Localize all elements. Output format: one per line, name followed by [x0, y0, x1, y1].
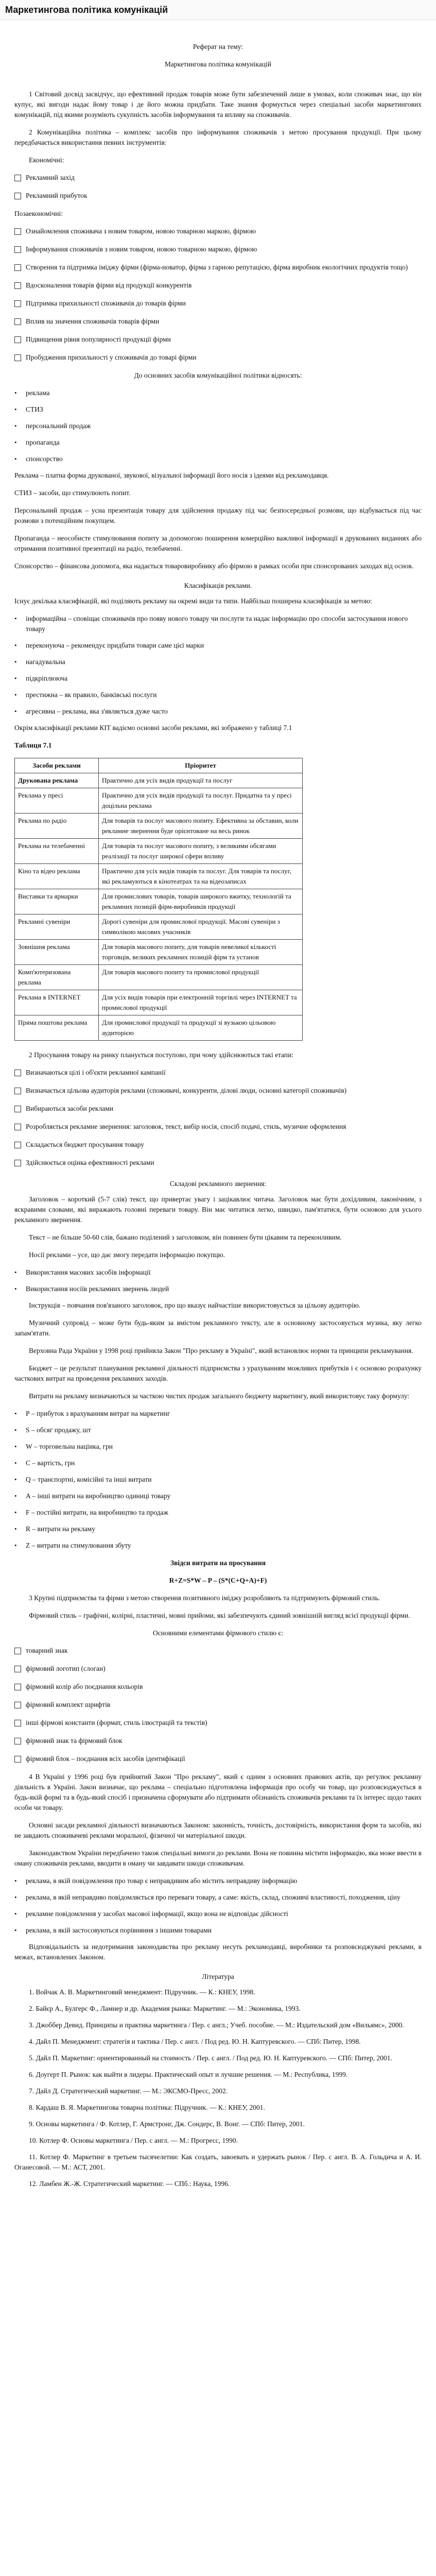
list-item: [14, 454, 422, 464]
list-item-text: Вплив на значення споживачів товарів фірми: [26, 317, 160, 325]
reference-item: 4. Дайл П. Менеджмент: стратегія и тактика / Пер. с англ. / Под ред. Ю. Н. Каптуревского. — СПб: Питер, 1998.: [29, 2038, 361, 2045]
list-item: [14, 673, 422, 684]
appeal-paragraphs: [14, 1194, 422, 1260]
paragraph: Спонсорство – фінансова допомога, яка надається товаровиробнику або фірмою в рамках особи при спонсорованих заходах від основ.: [14, 562, 414, 570]
bullet-icon: •: [14, 1541, 17, 1549]
paragraph: Текст – не більше 50-60 слів, бажано поділений з заголовком, він повинен бути цікавим та переконливим.: [29, 1233, 342, 1241]
classification-note: Окрім класифікації реклами КІТ вадіємо основні засоби реклами, які зображено у таблиці 7.1: [14, 724, 292, 732]
list-item: [14, 1664, 422, 1675]
intro-paragraph-1: 1 Світовий досвід засвідчує, що ефективний продаж товарів може бути забезпечений лише в умовах, коли споживач знає, що він купує, які вигоди надає йому товар і де його можна придбати. Таке знання формується через спеціальні засоби маркетингових комунікацій, під якими розуміють сукупність засобів інформування та впливу на споживачів.: [14, 90, 422, 118]
list-item: [14, 614, 422, 634]
appeal-title: Складові рекламного звернення:: [169, 1180, 267, 1188]
list-item-text: підкріплююча: [26, 674, 68, 682]
bullet-icon: •: [14, 438, 17, 446]
list-item-text: Підтримка прихильності споживачів до товарів фірми: [26, 299, 186, 307]
list-item-text: рекламне повідомлення у засобах масової інформації, якщо вона не відповідає дійсності: [26, 1910, 288, 1918]
paragraph: Фірмовий стиль – графічні, колірні, пластичні, мовні прийоми, які забезпечують єдиний зовнішній вигляд всієї продукції фірми.: [29, 1612, 410, 1619]
table-row: [15, 889, 303, 914]
list-item: [14, 1540, 422, 1551]
list-item-text: фірмовий знак та фірмовий блок: [26, 1737, 123, 1744]
list-item-text: S – обсяг продажу, шт: [26, 1426, 91, 1434]
bullet-icon: •: [14, 1410, 17, 1417]
paragraph: 4 В Україні у 1996 році був прийнятий Закон "Про рекламу", який є одним з основних правових актів, що регулює рекламну діяльність в Україні. Закон визначає, що реклама – спеціально підготовлена інформація про особу чи товар, що розповсюджується в будь-якій формі та в будь-який спосіб і призначена сформувати або підтримати обізнаність споживачів реклами та їх інтерес щодо таких особи чи товару.: [14, 1773, 422, 1811]
law-list: [14, 1876, 422, 1936]
table-cell-priority: Для товарів масового попиту, для товарів невеликої кількості торговців, великих рекламних позицій фірм та установ: [99, 940, 303, 965]
list-item-text: реклама, в якій застосовуються порівняння з іншими товарами: [26, 1926, 212, 1934]
list-item-text: Вибираються засоби реклами: [26, 1105, 113, 1112]
checkbox-square-icon: [14, 1646, 26, 1657]
reference-item: 7. Дайл Д. Стратегический маркетинг. — М.: ЭКСМО-Пресс, 2002.: [29, 2087, 228, 2095]
list-item: [14, 334, 422, 346]
list-item-text: R – витрати на рекламу: [26, 1525, 95, 1533]
table-head-left: Засоби реклами: [15, 758, 99, 773]
table-row: [15, 773, 303, 788]
table-cell-priority: Практично для усіх видів продукції та послуг: [99, 773, 303, 788]
page-title: Маркетингова політика комунікацій: [0, 0, 436, 20]
checkbox-square-icon: [14, 1086, 26, 1097]
table-row: [15, 788, 303, 814]
list-item-text: Z – витрати на стимулювання збуту: [26, 1541, 131, 1549]
checkbox-square-icon: [14, 1664, 26, 1675]
list-item-text: Рекламний захід: [26, 174, 75, 181]
bullet-icon: •: [14, 1476, 17, 1483]
ref-title: Маркетингова політика комунікацій: [164, 60, 272, 68]
list-item-text: реклама, в якій повідомлення про товар є неправдивим або містить неправдиву інформацію: [26, 1877, 298, 1885]
checkbox-square-icon: [14, 354, 21, 361]
list-item-text: пропаганда: [26, 438, 60, 446]
checkbox-square-icon: [14, 1124, 21, 1130]
list-item-text: персональний продаж: [26, 422, 91, 430]
list-item: [14, 1682, 422, 1693]
bullet-icon: •: [14, 615, 17, 622]
list-item-text: W – торговельна націнка, грн: [26, 1443, 113, 1450]
list-item-text: фірмовий логотип (слоган): [26, 1665, 106, 1672]
list-item-text: Підвищення рівня популярності продукції фірми: [26, 335, 171, 343]
paragraph: Заголовок – короткий (5-7 слів) текст, що привертає увагу і зацікавлює читача. Заголовок має бути дохідливим, лаконічним, з яскравими словами, які виражають головні переваги товару. Він має читатися легко, швидко, пам'ятатися, бути основою для усього рекламного звернення.: [14, 1195, 422, 1224]
checkbox-square-icon: [14, 1736, 26, 1748]
checkbox-square-icon: [14, 1754, 26, 1766]
checkbox-square-icon: [14, 1140, 26, 1151]
bullet-icon: •: [14, 1893, 17, 1901]
bullet-icon: •: [14, 674, 17, 682]
list-item-text: Використання масових засобів інформації: [26, 1268, 151, 1276]
reference-item: 5. Дайл П. Маркетинг: ориентированный на стоимость / Пер. с англ. / Под ред. Ю. Н. Каптуревского. — СПб: Питер, 2001.: [29, 2054, 392, 2062]
list-item-text: реклама, в якій неправдиво повідомляється про переваги товару, а саме: якість, склад, споживчі властивості, походження, ціну: [26, 1893, 400, 1901]
table-cell-means: Виставки та ярмарки: [15, 889, 99, 914]
checkbox-square-icon: [14, 193, 21, 199]
bullet-icon: •: [14, 422, 17, 430]
list-item: [14, 1458, 422, 1468]
checkbox-square-icon: [14, 262, 26, 274]
bullet-icon: •: [14, 389, 17, 397]
formula: R+Z=S*W – P – (S*(C+Q+A)+F): [169, 1577, 267, 1584]
list-item-text: фірмовий колір або поєднання кольорів: [26, 1683, 143, 1690]
list-item: [14, 657, 422, 667]
checkbox-square-icon: [14, 298, 26, 310]
table-cell-priority: Дорогі сувеніри для промислової продукції. Масові сувеніри з символікою масових учасників: [99, 914, 303, 940]
list-item: [14, 1140, 422, 1151]
list-item-text: агресивна – реклама, яка з'являється дуже часто: [26, 707, 168, 715]
list-item: [14, 1736, 422, 1748]
list-item: [14, 262, 422, 274]
checkbox-square-icon: [14, 1756, 21, 1762]
reference-item: 6. Доугерт П. Рынок: как выйти в лидеры. Практический опыт и лучшие решения. — М.: Республика, 1999.: [29, 2071, 348, 2078]
table-cell-priority: Для промислової продукції та продукції зі вузькою цільовою аудиторією: [99, 1015, 303, 1041]
economic-label: Економічні:: [29, 156, 64, 164]
checkbox-square-icon: [14, 1720, 21, 1726]
classification-intro: Існує декілька класифікацій, які поділяють рекламу на окремі види та типи. Найбільш поширена класифікація за метою:: [14, 597, 372, 605]
refs-title: Література: [202, 1973, 234, 1980]
table-cell-priority: Для усіх видів товарів при електронній торгівлі через INTERNET та промислової продукції: [99, 990, 303, 1015]
list-item-text: Пробудження прихильності у споживачів до товарі фірми: [26, 353, 197, 361]
list-item-text: Рекламний прибуток: [26, 192, 88, 199]
identity-list: [14, 1646, 422, 1766]
list-item: [14, 1442, 422, 1452]
classification-title: Класифікація реклами.: [184, 582, 252, 589]
checkbox-square-icon: [14, 336, 21, 343]
checkbox-square-icon: [14, 1104, 26, 1115]
list-item-text: C – вартість, грн: [26, 1459, 75, 1467]
checkbox-square-icon: [14, 316, 26, 328]
list-item: [14, 1909, 422, 1919]
checkbox-square-icon: [14, 1666, 21, 1672]
list-item: [14, 1925, 422, 1936]
references: [14, 1987, 422, 2189]
list-item-text: Ознайомлення споживача з новим товаром, новою товарною маркою, фірмою: [26, 227, 256, 235]
list-item: [14, 1158, 422, 1170]
checkbox-square-icon: [14, 1158, 26, 1170]
checkbox-square-icon: [14, 246, 21, 253]
list-item-text: інші фірмові константи (формат, стиль ілюстрацій та текстів): [26, 1719, 207, 1726]
bullet-icon: •: [14, 707, 17, 715]
style-paragraphs: [14, 1300, 422, 1401]
list-item: [14, 706, 422, 717]
table-cell-means: Кіно та відео реклама: [15, 864, 99, 889]
bullet-icon: •: [14, 1877, 17, 1885]
list-item-text: фірмовий комплект шрифтів: [26, 1701, 111, 1708]
list-item: [14, 404, 422, 415]
table-row: [15, 1015, 303, 1041]
list-item: [14, 421, 422, 431]
list-item: [14, 640, 422, 651]
list-item-text: спонсорство: [26, 455, 63, 463]
noneconomic-label: Позаекономічні:: [14, 210, 63, 217]
table-cell-means: Комп'ютеризована реклама: [15, 965, 99, 990]
paragraph: Інструкція – повчання пов'язаного заголовок, про що вказує найчастіше використовується за цільову аудиторію.: [29, 1301, 361, 1309]
paragraph: Верховна Рада України у 1998 році прийняла Закон "Про рекламу в Україні", який встановлює норми та принципи рекламування.: [29, 1347, 413, 1354]
ref-label: Реферат на тему:: [193, 43, 243, 50]
table-cell-priority: Для товарів та послуг масового попиту. Ефективна за обставин, коли рекламне звернення буде орієнтоване на весь ринок: [99, 814, 303, 839]
checkbox-square-icon: [14, 191, 26, 202]
checkbox-square-icon: [14, 1122, 26, 1133]
reference-item: 1. Войчак А. В. Маркетинговий менеджмент: Підручник. — К.: КНЕУ, 1998.: [29, 1988, 255, 1996]
checkbox-square-icon: [14, 228, 21, 235]
paragraph: 3 Крупні підприємства та фірми з метою створення позитивного іміджу розробляють та підтримують фірмовий стиль.: [29, 1594, 380, 1602]
list-item-text: Вдосконалення товарів фірми від продукції конкурентів: [26, 281, 192, 289]
list-item: [14, 1892, 422, 1903]
stages-list: [14, 1067, 422, 1170]
bullet-icon: •: [14, 1509, 17, 1516]
classification-list: [14, 614, 422, 717]
table-row: [15, 914, 303, 940]
table-row: [15, 814, 303, 839]
bullet-icon: •: [14, 691, 17, 699]
list-item: [14, 1524, 422, 1534]
list-item: [14, 1507, 422, 1518]
list-item: [14, 388, 422, 398]
checkbox-square-icon: [14, 1702, 21, 1708]
reference-item: 9. Основы маркетинга / Ф. Котлер, Г. Армстронг, Дж. Сондерс, В. Вонг. — СПб: Питер, 2001.: [29, 2120, 305, 2128]
table-cell-means: Реклама на телебаченні: [15, 839, 99, 864]
list-item-text: Інформування споживачів з новим товаром, новою товарною маркою, фірмою: [26, 245, 257, 253]
intro-paragraph-2: 2 Комунікаційна політика – комплекс засобів про інформування споживачів з метою просування продукції. При цьому передбачається використання певних інструментів:: [14, 128, 422, 146]
document-body: [0, 20, 436, 2189]
pr-paragraphs: [14, 1593, 422, 1621]
list-item-text: Розробляється рекламне звернення: заголовок, текст, вибір носія, спосіб подачі, стиль, музичне оформлення: [26, 1123, 346, 1130]
checkbox-square-icon: [14, 352, 26, 364]
bullet-icon: •: [14, 405, 17, 413]
checkbox-square-icon: [14, 226, 26, 238]
identity-title: Основними елементами фірмового стилю є:: [153, 1629, 283, 1637]
list-item-text: товарний знак: [26, 1647, 68, 1654]
carrier-list: [14, 1267, 422, 1294]
economic-list: [14, 173, 422, 202]
paragraph: Музичний супровід – може бути будь-яким за вмістом рекламного тексту, але в основному застосовується музика, яку легко запам'ятати.: [14, 1319, 422, 1337]
checkbox-square-icon: [14, 1700, 26, 1711]
list-item: [14, 1646, 422, 1657]
table-head-right: Пріоритет: [99, 758, 303, 773]
table-cell-priority: Для промислових товарів, товарів широкого вжитку, технологій та рекламних позицій фірм-виробників продукції: [99, 889, 303, 914]
checkbox-square-icon: [14, 1718, 26, 1730]
stages-intro: 2 Просування товару на ринку планується поступово, при чому здійснюються такі етапи:: [29, 1051, 294, 1059]
table-cell-means: Реклама у пресі: [15, 788, 99, 814]
list-item-text: нагадувальна: [26, 658, 65, 666]
paragraph: Законодавством України передбачено також спеціальні вимоги до реклами. Вона не повинна містити інформацію, яка може ввести в оману споживачів реклами, вводити в оману чи завдавати шкоди споживачам.: [14, 1849, 422, 1867]
checkbox-square-icon: [14, 1160, 21, 1166]
list-item-text: фірмовий блок – поєднання всіх засобів ідентифікації: [26, 1755, 185, 1762]
table-cell-priority: Практично для усіх видів продукції та послуг. Придатна та у пресі доцільна реклама: [99, 788, 303, 814]
list-item-text: F – постійні витрати, на виробництво та продаж: [26, 1509, 168, 1516]
checkbox-square-icon: [14, 300, 21, 307]
list-item-text: Р – прибуток з врахуванням витрат на маркетинг: [26, 1410, 170, 1417]
list-item: [14, 298, 422, 310]
table-cell-means: Реклама по радіо: [15, 814, 99, 839]
list-item: [14, 1067, 422, 1079]
noneconomic-list: [14, 226, 422, 364]
list-item: [14, 437, 422, 448]
table-cell-means: Рекламні сувеніри: [15, 914, 99, 940]
list-item: [14, 1754, 422, 1766]
list-item: [14, 1425, 422, 1435]
list-item: [14, 352, 422, 364]
table-row: [15, 940, 303, 965]
checkbox-square-icon: [14, 173, 26, 184]
paragraph: Основні засади рекламної діяльності визначаються Законом: законність, точність, достовірність, використання форм та засобів, які не завдають споживачеві реклами моральної, фізичної чи матеріальної шкоди.: [14, 1821, 422, 1839]
checkbox-square-icon: [14, 280, 26, 292]
table-body: [15, 773, 303, 1041]
checkbox-square-icon: [14, 318, 21, 325]
table-cell-priority: Для товарів масового попиту та промислової продукції: [99, 965, 303, 990]
bullet-icon: •: [14, 641, 17, 649]
reference-item: 10. Котлер Ф. Основы маркетинга / Пер. с англ. — М.: Прогресс, 1990.: [29, 2137, 238, 2144]
list-item: [14, 280, 422, 292]
list-item: [14, 1122, 422, 1133]
table-cell-means: Зовнішня реклама: [15, 940, 99, 965]
paragraph: СТИЗ – засоби, що стимулюють попит.: [14, 489, 131, 497]
bullet-icon: •: [14, 1525, 17, 1533]
definitions: [14, 470, 422, 571]
list-item: [14, 316, 422, 328]
checkbox-square-icon: [14, 1106, 21, 1112]
list-item-text: переконуюча – рекомендує придбати товари саме цієї марки: [26, 641, 204, 649]
checkbox-square-icon: [14, 1142, 21, 1148]
paragraph: Реклама – платна форма друкованої, звукової, візуальної інформації його носія з ідеями від рекламодавця.: [14, 471, 329, 479]
bullet-icon: •: [14, 1492, 17, 1500]
reference-item: 11. Котлер Ф. Маркетинг в третьем тысячелетии: Как создать, завоевать и удержать рынок / Пер. с англ. В. А. Гольдича и А. И. Оганесовой. — М.: АСТ, 2001.: [14, 2153, 422, 2171]
reference-item: 12. Ламбен Ж.-Ж. Стратегический маркетинг. — СПб.: Наука, 1996.: [29, 2180, 230, 2188]
checkbox-square-icon: [14, 282, 21, 289]
reference-item: 2. Байєр А., Булгерс Ф., Ламнер и др. Академия рынка: Маркетинг. — М.: Экономика, 1993.: [29, 2005, 301, 2012]
list-item-text: інформаційна – сповіщає споживачів про появу нового товару чи послуги та надає інформацію про способи застосування нового товару: [26, 615, 408, 633]
formula-title: Звідси витрати на просування: [170, 1559, 266, 1567]
list-item: [14, 690, 422, 700]
table-cell-priority: Для товарів та послуг масового попиту, з великими обсягами реалізації та послуг широкої сфери впливу: [99, 839, 303, 864]
list-item-text: СТИЗ: [26, 405, 43, 413]
table-cell-means: Друкована реклама: [15, 773, 99, 788]
bullet-icon: •: [14, 455, 17, 463]
table-cell-means: Реклама в INTERNET: [15, 990, 99, 1015]
list-item-text: Складається бюджет просування товару: [26, 1141, 144, 1148]
list-item: [14, 226, 422, 238]
list-item: [14, 1491, 422, 1501]
checkbox-square-icon: [14, 1682, 26, 1693]
checkbox-square-icon: [14, 1070, 21, 1076]
law-paragraphs: [14, 1772, 422, 1869]
list-item-text: реклама: [26, 389, 50, 397]
bullet-icon: •: [14, 1926, 17, 1934]
list-item: [14, 1104, 422, 1115]
list-item-text: Визначається цільова аудиторія реклами (споживачі, конкуренти, ділові люди, основні категорії споживачів): [26, 1087, 347, 1094]
bullet-icon: •: [14, 1426, 17, 1434]
table-row: [15, 839, 303, 864]
paragraph: Персональний продаж – усна презентація товару для здійснення продажу під час безпосередньої розмови, що відбувається під час розмови з потенційним покупцем.: [14, 506, 422, 524]
checkbox-square-icon: [14, 1738, 21, 1744]
checkbox-square-icon: [14, 334, 26, 346]
checkbox-square-icon: [14, 1684, 21, 1690]
list-item: [14, 1700, 422, 1711]
bullet-icon: •: [14, 1268, 17, 1276]
list-item-text: Q – транспортні, комісійні та інші витрати: [26, 1476, 152, 1483]
bullet-icon: •: [14, 1443, 17, 1450]
list-item: [14, 173, 422, 184]
checkbox-square-icon: [14, 1648, 21, 1654]
table-header-row: [15, 758, 303, 773]
list-item: [14, 1475, 422, 1485]
means-title: До основних засобів комунікаційної політики відносять:: [134, 371, 302, 379]
list-item: [14, 1284, 422, 1294]
bullet-icon: •: [14, 1285, 17, 1293]
list-item-text: Створення та підтримка іміджу фірми (фірма-новатор, фірма з гарною репутацією, фірма виробник екологічних продуктів тощо): [26, 263, 408, 271]
list-item-text: Використання носіїв рекламних звернень людей: [26, 1285, 169, 1293]
formula-list: [14, 1409, 422, 1551]
bullet-icon: •: [14, 1459, 17, 1467]
bullet-icon: •: [14, 658, 17, 666]
list-item: [14, 1718, 422, 1730]
list-item: [14, 1409, 422, 1419]
list-item: [14, 1876, 422, 1886]
paragraph: Носії реклами – усе, що дає змогу передати інформацію покупцю.: [29, 1251, 225, 1259]
list-item-text: Здійснюється оцінка ефективності реклами: [26, 1159, 154, 1166]
paragraph: Пропаганда – неособисте стимулювання попиту за допомогою поширення комерційно важливої інформації в друкованих виданнях або отримання позитивної презентації на радіо, телебаченні.: [14, 534, 422, 552]
table-cell-means: Пряма поштова реклама: [15, 1015, 99, 1041]
list-item-text: престижна – як правило, банківські послуги: [26, 691, 157, 699]
checkbox-square-icon: [14, 175, 21, 181]
list-item-text: A – інші витрати на виробництво одиниці товару: [26, 1492, 171, 1500]
table-row: [15, 864, 303, 889]
paragraph: Бюджет – це результат планування рекламної діяльності підприємства з урахуванням можливих прибутків і є основою розрахунку часткових витрат на проведення рекламних заходів.: [14, 1364, 422, 1382]
table-cell-priority: Практично для усіх видів товарів та послуг. Для товарів та послуг, які рекламуються в кінотеатрах та на відеозаписах: [99, 864, 303, 889]
list-item-text: Визначаються цілі і об'єкти рекламної кампанії: [26, 1069, 166, 1076]
table-caption: Таблиця 7.1: [14, 741, 52, 749]
checkbox-square-icon: [14, 264, 21, 271]
bullet-icon: •: [14, 1910, 17, 1918]
table-row: [15, 990, 303, 1015]
reference-item: 8. Кардаш В. Я. Маркетингова товарна політика: Підручник. — К.: КНЕУ, 2001.: [29, 2104, 265, 2111]
paragraph: Витрати на рекламу визначаються за часткою чистих продаж загального бюджету маркетингу, який використовує таку формулу:: [29, 1392, 410, 1400]
list-item: [14, 191, 422, 202]
checkbox-square-icon: [14, 1088, 21, 1094]
checkbox-square-icon: [14, 244, 26, 256]
table-row: [15, 965, 303, 990]
means-list: [14, 388, 422, 464]
advertising-table: [14, 758, 303, 1041]
checkbox-square-icon: [14, 1067, 26, 1079]
reference-item: 3. Джоббер Девид. Принципы и практика маркетинга / Пер. с англ.; Учеб. пособие. — М.: Издательский дом «Вильямс», 2000.: [29, 2021, 404, 2029]
law-closing: Відповідальність за недотримання законодавства про рекламу несуть рекламодавці, виробники та розповсюджувачі реклами, в межах, встановлених Законом.: [14, 1943, 422, 1961]
list-item: [14, 1086, 422, 1097]
list-item: [14, 1267, 422, 1278]
list-item: [14, 244, 422, 256]
